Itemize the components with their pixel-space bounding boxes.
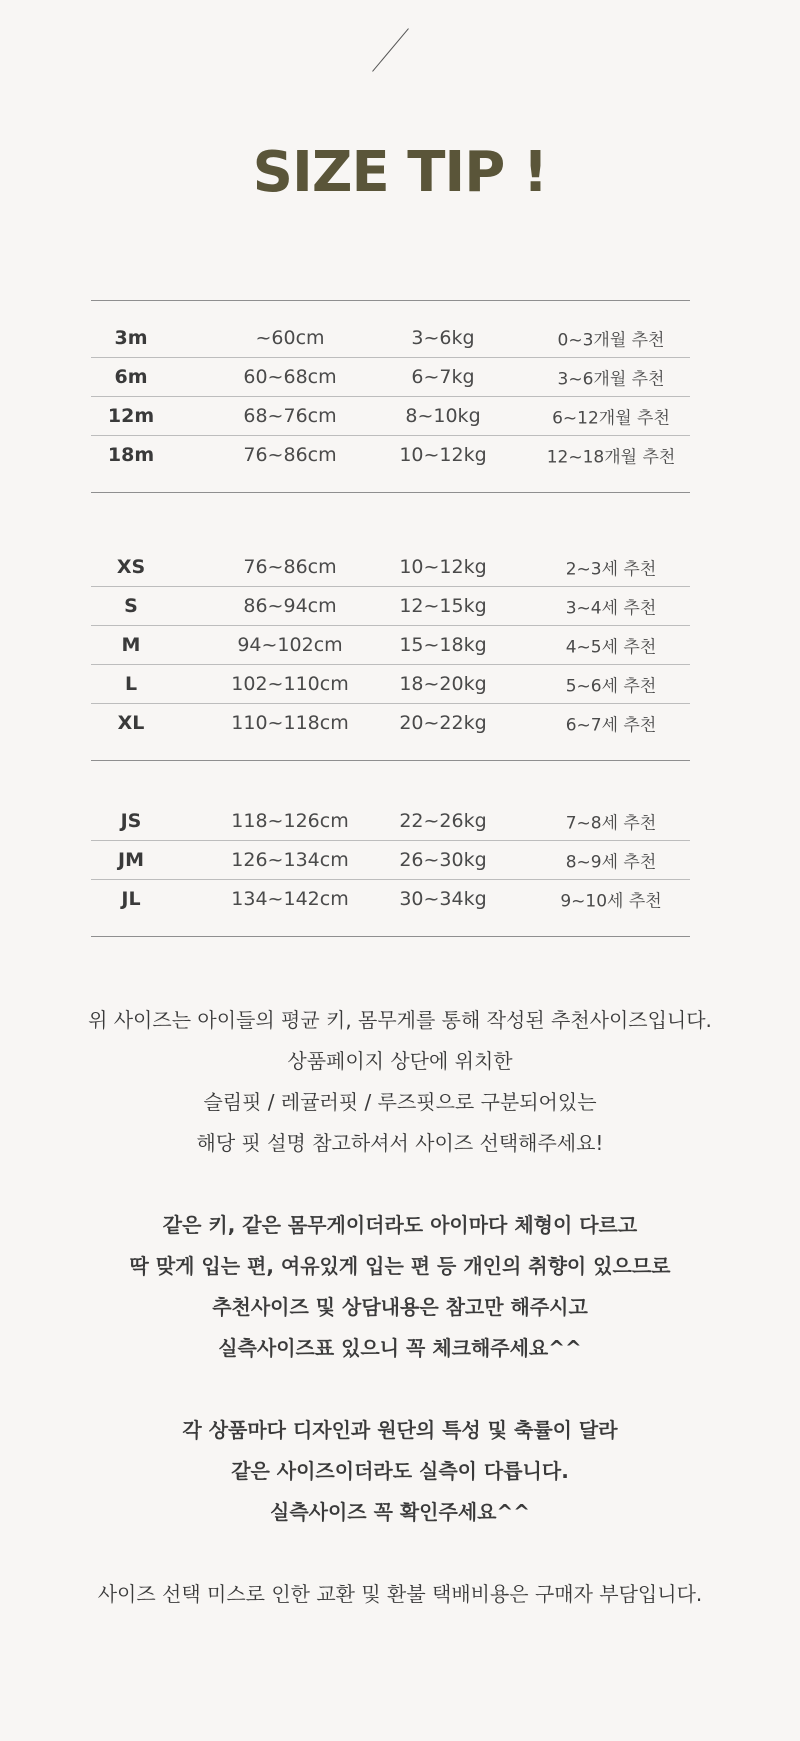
note-line: 같은 키, 같은 몸무게이더라도 아이마다 체형이 다르고: [162, 1213, 638, 1237]
size-label: L: [124, 673, 138, 695]
weight-range: 12~15kg: [399, 595, 487, 617]
table-row: [91, 358, 690, 397]
weight-range: 10~12kg: [399, 556, 487, 578]
height-range: 60~68cm: [243, 366, 337, 388]
weight-range: 26~30kg: [399, 849, 487, 871]
weight-range: 8~10kg: [405, 405, 481, 427]
height-range: 134~142cm: [231, 888, 349, 910]
table-row: [91, 626, 690, 665]
table-bottom-rule: [91, 760, 690, 761]
size-label: 6m: [114, 366, 148, 388]
height-range: 76~86cm: [243, 444, 337, 466]
weight-range: 22~26kg: [399, 810, 487, 832]
height-range: 126~134cm: [231, 849, 349, 871]
weight-range: 3~6kg: [411, 327, 475, 349]
table-row: [91, 880, 690, 918]
height-range: 110~118cm: [231, 712, 349, 734]
table-row: [91, 665, 690, 704]
height-range: 68~76cm: [243, 405, 337, 427]
table-row: [91, 397, 690, 436]
size-label: M: [121, 634, 141, 656]
weight-range: 20~22kg: [399, 712, 487, 734]
note-line: 같은 사이즈이더라도 실측이 다릅니다.: [231, 1459, 569, 1483]
note-line: 실측사이즈표 있으니 꼭 체크해주세요^^: [218, 1336, 582, 1360]
height-range: 102~110cm: [231, 673, 349, 695]
recommend-age: 3~4세 추천: [565, 598, 657, 619]
note-line: 추천사이즈 및 상담내용은 참고만 해주시고: [212, 1295, 588, 1319]
weight-range: 30~34kg: [399, 888, 487, 910]
note-line: 각 상품마다 디자인과 원단의 특성 및 축률이 달라: [182, 1418, 618, 1442]
recommend-age: 8~9세 추천: [565, 852, 657, 873]
note-block-measurement: [0, 1410, 800, 1533]
height-range: 76~86cm: [243, 556, 337, 578]
size-label: JL: [121, 888, 141, 910]
recommend-age: 9~10세 추천: [560, 891, 662, 912]
size-label: S: [124, 595, 138, 617]
height-range: 86~94cm: [243, 595, 337, 617]
recommend-age: 7~8세 추천: [565, 813, 657, 834]
note-line: 위 사이즈는 아이들의 평균 키, 몸무게를 통해 작성된 추천사이즈입니다.: [88, 1008, 712, 1032]
recommend-age: 6~12개월 추천: [552, 408, 670, 429]
recommend-age: 0~3개월 추천: [557, 330, 665, 351]
recommend-age: 5~6세 추천: [565, 676, 657, 697]
note-line: 딱 맞게 입는 편, 여유있게 입는 편 등 개인의 취향이 있으므로: [129, 1254, 671, 1278]
size-table-kids: [91, 530, 690, 761]
size-label: 3m: [114, 327, 148, 349]
decorative-slash: [372, 28, 409, 72]
table-bottom-rule: [91, 936, 690, 937]
weight-range: 15~18kg: [399, 634, 487, 656]
size-table-baby: [91, 300, 690, 493]
recommend-age: 2~3세 추천: [565, 559, 657, 580]
height-range: ~60cm: [255, 327, 325, 349]
weight-range: 18~20kg: [399, 673, 487, 695]
height-range: 118~126cm: [231, 810, 349, 832]
note-block-fit-guide: [0, 1000, 800, 1164]
size-label: JM: [118, 849, 144, 871]
table-row: [91, 704, 690, 742]
size-label: 18m: [107, 444, 155, 466]
note-block-shipping: [0, 1574, 800, 1615]
note-line: 사이즈 선택 미스로 인한 교환 및 환불 택배비용은 구매자 부담입니다.: [97, 1582, 703, 1606]
recommend-age: 3~6개월 추천: [557, 369, 665, 390]
note-block-body-type: [0, 1205, 800, 1369]
note-line: 실측사이즈 꼭 확인주세요^^: [270, 1500, 530, 1524]
table-row: [91, 319, 690, 358]
note-line: 해당 핏 설명 참고하셔서 사이즈 선택해주세요!: [196, 1131, 604, 1155]
table-row: [91, 587, 690, 626]
size-label: XL: [117, 712, 145, 734]
table-row: [91, 841, 690, 880]
height-range: 94~102cm: [237, 634, 343, 656]
note-line: 슬림핏 / 레귤러핏 / 루즈핏으로 구분되어있는: [203, 1090, 597, 1114]
size-table-junior: [91, 784, 690, 937]
page-title: SIZE TIP !: [252, 140, 548, 205]
recommend-age: 6~7세 추천: [565, 715, 657, 736]
note-line: 상품페이지 상단에 위치한: [287, 1049, 513, 1073]
recommend-age: 12~18개월 추천: [546, 447, 676, 468]
weight-range: 6~7kg: [411, 366, 475, 388]
table-row: [91, 802, 690, 841]
size-notes: [0, 1000, 800, 1656]
table-row: [91, 548, 690, 587]
table-bottom-rule: [91, 492, 690, 493]
recommend-age: 4~5세 추천: [565, 637, 657, 658]
size-label: JS: [120, 810, 142, 832]
size-label: XS: [116, 556, 146, 578]
weight-range: 10~12kg: [399, 444, 487, 466]
size-label: 12m: [107, 405, 155, 427]
table-row: [91, 436, 690, 474]
